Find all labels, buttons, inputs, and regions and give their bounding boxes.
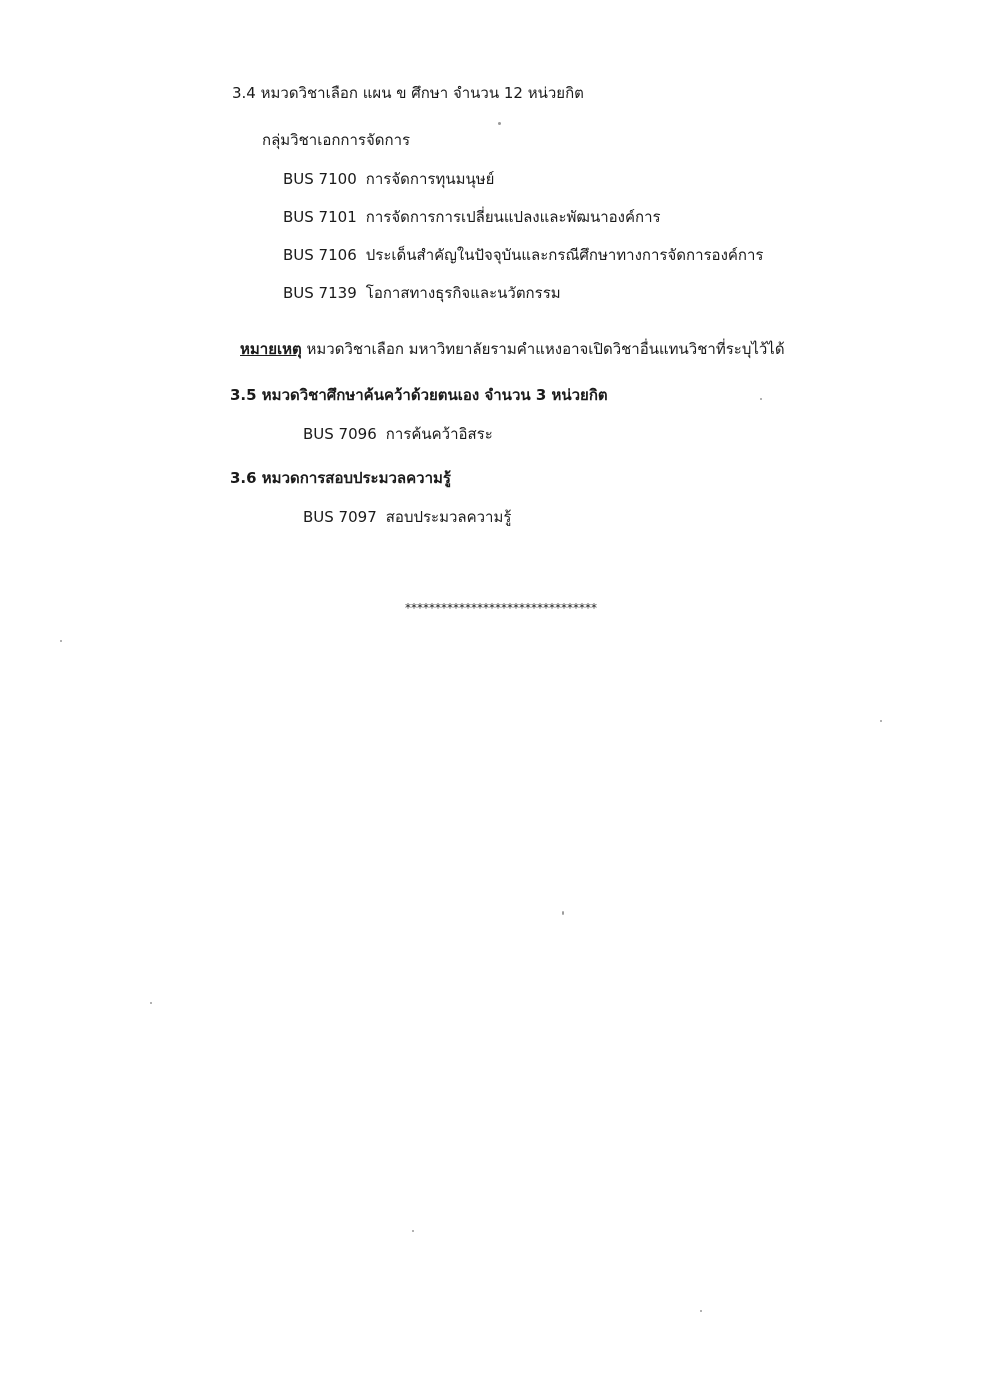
end-marker: ******************************** — [405, 601, 597, 615]
course-name: ประเด็นสำคัญในปัจจุบันและกรณีศึกษาทางการจัดการองค์การ — [365, 246, 764, 264]
course-code: BUS 7096 — [303, 425, 377, 443]
course-code: BUS 7139 — [283, 284, 357, 302]
scan-speck — [60, 640, 62, 642]
scan-speck — [498, 122, 501, 125]
course-code: BUS 7097 — [303, 508, 377, 526]
course-row — [283, 245, 764, 265]
note-label: หมายเหตุ — [240, 340, 302, 358]
course-code: BUS 7100 — [283, 170, 357, 188]
course-row — [283, 283, 561, 303]
section-3-4-heading: 3.4 หมวดวิชาเลือก แผน ข ศึกษา จำนวน 12 หน่วยกิต — [232, 84, 584, 102]
course-code: BUS 7101 — [283, 208, 357, 226]
section-3-6-heading: 3.6 หมวดการสอบประมวลความรู้ — [230, 469, 451, 487]
course-row — [283, 169, 494, 189]
scan-speck — [760, 398, 762, 400]
scan-speck — [880, 720, 882, 722]
note-line — [240, 339, 785, 359]
scan-speck — [150, 1002, 152, 1004]
course-row — [283, 207, 661, 227]
scan-speck — [412, 1230, 414, 1232]
scan-speck — [700, 1310, 702, 1312]
course-name: การจัดการการเปลี่ยนแปลงและพัฒนาองค์การ — [365, 208, 661, 226]
course-name: การค้นคว้าอิสระ — [385, 425, 493, 443]
note-text: หมวดวิชาเลือก มหาวิทยาลัยรามคำแหงอาจเปิดวิชาอื่นแทนวิชาที่ระบุไว้ได้ — [306, 340, 785, 358]
scan-speck — [562, 911, 564, 915]
course-name: โอกาสทางธุรกิจและนวัตกรรม — [365, 284, 561, 302]
group-title: กลุ่มวิชาเอกการจัดการ — [262, 131, 411, 149]
course-name: การจัดการทุนมนุษย์ — [365, 170, 495, 188]
course-row — [303, 507, 511, 527]
course-name: สอบประมวลความรู้ — [385, 508, 512, 526]
course-code: BUS 7106 — [283, 246, 357, 264]
course-row — [303, 424, 493, 444]
section-3-5-heading: 3.5 หมวดวิชาศึกษาค้นคว้าด้วยตนเอง จำนวน 3 หน่วยกิต — [230, 386, 608, 404]
